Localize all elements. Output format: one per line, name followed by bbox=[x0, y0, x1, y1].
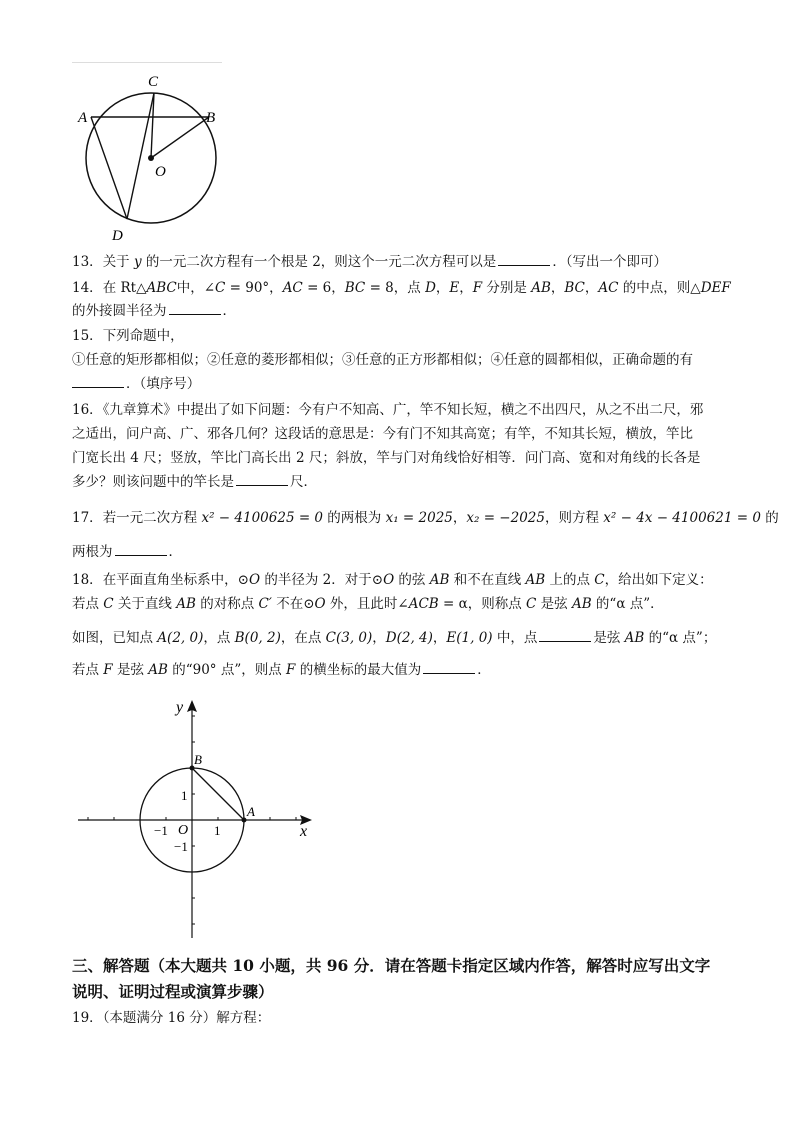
answer-blank-18b[interactable] bbox=[423, 661, 475, 674]
question-15: 15．下列命题中， bbox=[72, 328, 184, 344]
question-18-line-4: 若点 F 是弦 AB 的“90° 点”，则点 F 的横坐标的最大值为 ． bbox=[72, 662, 491, 678]
chord-ab bbox=[192, 768, 244, 820]
question-16-line-4: 多少？则该问题中的竿长是 尺． bbox=[72, 474, 317, 490]
label-a: A bbox=[78, 110, 88, 126]
question-16-line-2: 之适出，问户高、广、邪各几何？这段话的意思是：今有门不知其高宽；有竿，不知其长短，横放，竿比 bbox=[72, 426, 693, 442]
answer-blank-18a[interactable] bbox=[539, 629, 591, 642]
question-15-line-2: ①任意的矩形都相似；②任意的菱形都相似；③任意的正方形都相似；④任意的圆都相似，正确命题的有 bbox=[72, 352, 693, 368]
label-o: O bbox=[155, 164, 166, 180]
question-17-line-2: 两根为 ． bbox=[72, 544, 182, 560]
point-a bbox=[242, 818, 247, 823]
circle-figure-1 bbox=[72, 62, 232, 248]
label-a: A bbox=[247, 804, 255, 819]
label-c: C bbox=[148, 74, 159, 90]
answer-blank-14[interactable] bbox=[169, 302, 221, 315]
section-3-heading: 三、解答题（本大题共 10 小题，共 96 分．请在答题卡指定区域内作答，解答时应写出文字 bbox=[72, 956, 711, 975]
answer-blank-17[interactable] bbox=[115, 543, 167, 556]
axis-label-x: x bbox=[300, 823, 308, 840]
coordinate-figure bbox=[72, 694, 322, 944]
tick-label-x-neg1: −1 bbox=[154, 823, 168, 838]
tick-label-x-1: 1 bbox=[214, 823, 221, 838]
center-point bbox=[148, 155, 154, 161]
question-15-line-3: ．（填序号） bbox=[72, 374, 732, 394]
question-19: 19．（本题满分 16 分）解方程： bbox=[72, 1010, 271, 1026]
question-14: 14．在 Rt△ABC中，∠C = 90°，AC = 6，BC = 8，点 D，E，F 分别是 AB，BC，AC 的中点，则△DEF bbox=[72, 280, 731, 296]
tick-label-y-neg1: −1 bbox=[174, 839, 188, 854]
section-3-heading-line-2: 说明、证明过程或演算步骤） bbox=[72, 982, 274, 1001]
label-o: O bbox=[178, 823, 189, 838]
answer-blank-16[interactable] bbox=[236, 473, 288, 486]
question-16-line-3: 门宽长出 4 尺；竖放，竿比门高长出 2 尺；斜放，竿与门对角线恰好相等．问门高、宽和对角线的长各是 bbox=[72, 450, 701, 466]
answer-blank-13[interactable] bbox=[498, 253, 550, 266]
label-b: B bbox=[194, 752, 202, 767]
label-b: B bbox=[206, 110, 216, 126]
question-18-line-3: 如图，已知点 A(2, 0)，点 B(0, 2)，在点 C(3, 0)，D(2, 4)，E(1, 0) 中，点 是弦 AB 的“α 点”； bbox=[72, 630, 717, 646]
answer-blank-15[interactable] bbox=[72, 375, 124, 388]
question-14-line-2: 的外接圆半径为 ． bbox=[72, 303, 236, 319]
question-17: 17．若一元二次方程 x² − 4100625 = 0 的两根为 x₁ = 2025，x₂ = −2025，则方程 x² − 4x − 4100621 = 0 的 bbox=[72, 510, 779, 526]
question-16: 16．《九章算术》中提出了如下问题：今有户不知高、广，竿不知长短，横之不出四尺，从之不出二尺，邪 bbox=[72, 402, 704, 418]
tick-label-y-1: 1 bbox=[181, 788, 188, 803]
question-18-line-2: 若点 C 关于直线 AB 的对称点 C′ 不在⊙O 外，且此时∠ACB = α，则称点 C 是弦 AB 的“α 点”． bbox=[72, 596, 664, 612]
axis-label-y: y bbox=[176, 699, 184, 716]
label-d: D bbox=[112, 228, 123, 244]
question-13: 13．关于 y 的一元二次方程有一个根是 2，则这个一元二次方程可以是 ．（写出一个即可） bbox=[72, 254, 668, 270]
question-18: 18．在平面直角坐标系中，⊙O 的半径为 2．对于⊙O 的弦 AB 和不在直线 AB 上的点 C，给出如下定义： bbox=[72, 572, 713, 588]
